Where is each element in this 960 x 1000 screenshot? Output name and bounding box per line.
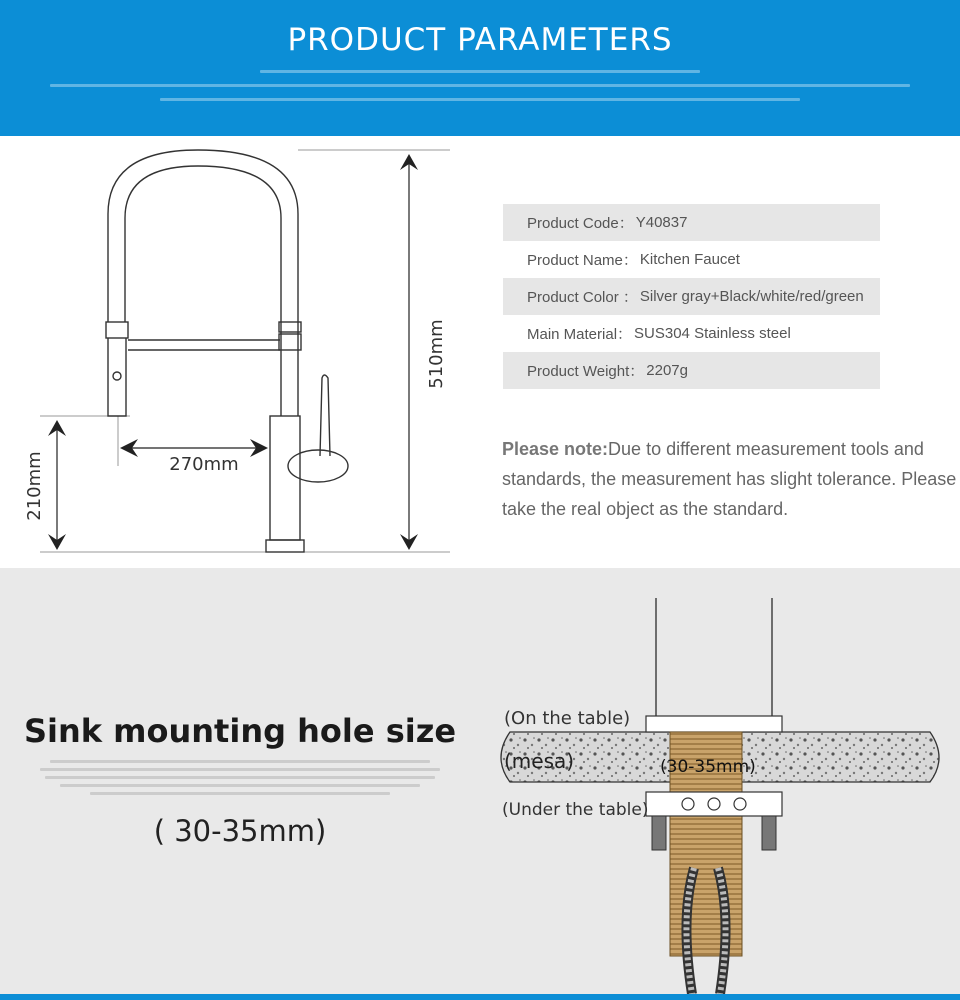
decorative-filler-text xyxy=(0,70,960,107)
height-spout-label: 210mm xyxy=(24,451,45,521)
sink-section xyxy=(0,568,960,994)
measurement-note xyxy=(502,434,957,524)
faucet-dimension-drawing xyxy=(0,136,480,568)
on-table-label: (On the table) xyxy=(504,708,631,729)
under-table-label: (Under the table) xyxy=(502,800,649,820)
spec-row-color: Product Color ： Silver gray+Black/white/red/green xyxy=(503,278,880,315)
sink-mount-icon xyxy=(501,598,939,994)
note-label: Please note: xyxy=(502,439,609,459)
spec-table xyxy=(503,204,880,389)
page-title: PRODUCT PARAMETERS xyxy=(287,22,673,58)
spec-section xyxy=(0,136,960,568)
sink-hole-size: ( 30-35mm) xyxy=(153,814,327,848)
bottom-accent-bar xyxy=(0,994,960,1000)
spec-row-material: Main Material： SUS304 Stainless steel xyxy=(527,325,791,343)
spec-row-weight: Product Weight： 2207g xyxy=(503,352,880,389)
note-text: Due to different measurement tools and standards, the measurement has slight tolerance. Please take the real object as the standard. xyxy=(502,439,957,519)
mesa-label: (mesa) xyxy=(504,749,575,773)
sink-mounting-drawing xyxy=(480,568,960,994)
height-total-label: 510mm xyxy=(426,319,447,389)
sink-title: Sink mounting hole size xyxy=(23,712,457,750)
spec-row-name: Product Name： Kitchen Faucet xyxy=(527,251,740,269)
reach-label: 270mm xyxy=(169,454,239,475)
decorative-filler-text xyxy=(40,760,440,800)
header-banner xyxy=(0,0,960,136)
faucet-icon xyxy=(106,150,348,552)
hole-size-label: (30-35mm) xyxy=(660,757,756,777)
spec-row-code: Product Code： Y40837 xyxy=(503,204,880,241)
